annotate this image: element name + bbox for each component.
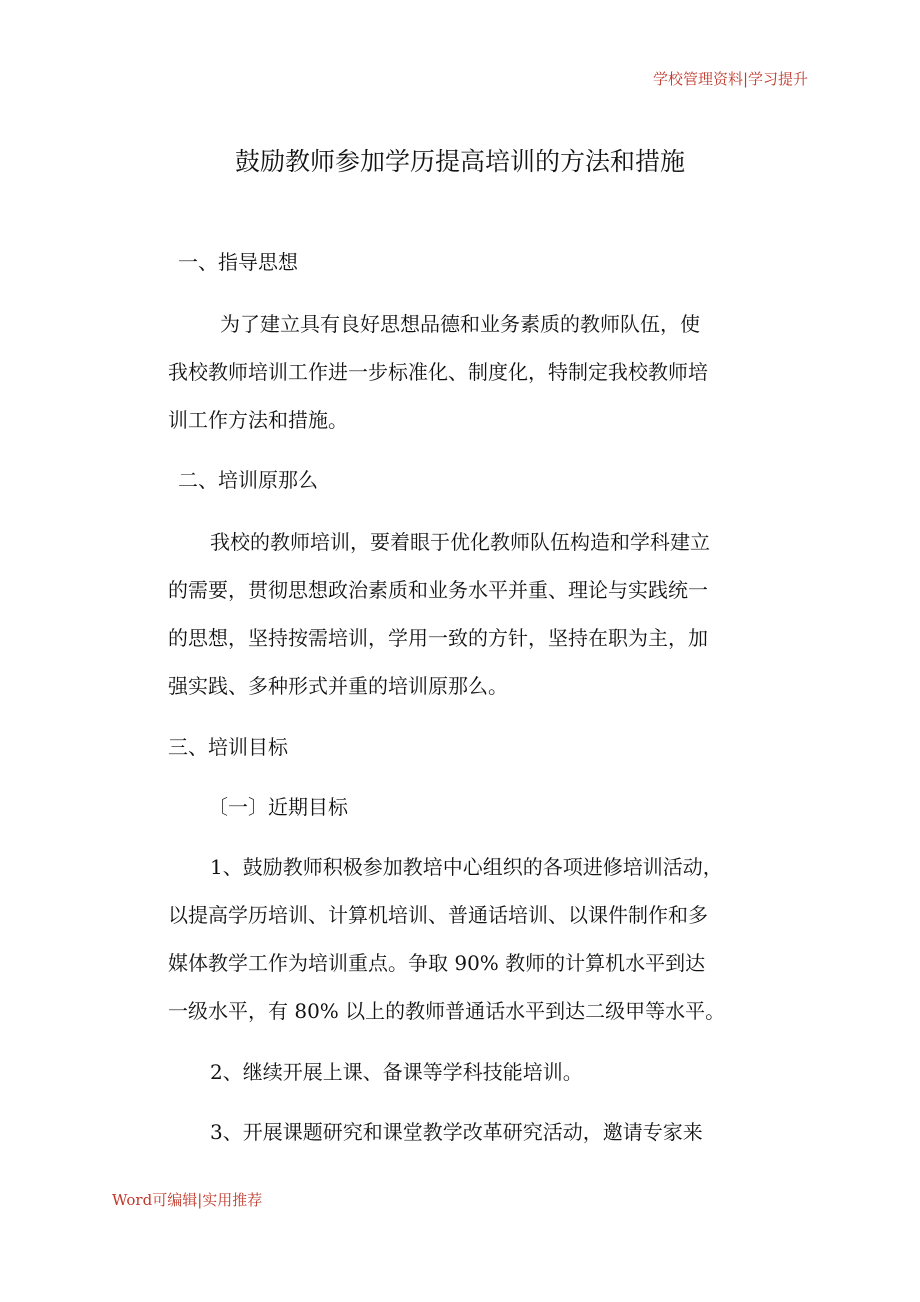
list-item-line: 一级水平，有 80% 以上的教师普通话水平到达二级甲等水平。 [168, 999, 726, 1023]
list-item-line: 3、开展课题研究和课堂教学改革研究活动，邀请专家来 [210, 1120, 703, 1144]
list-item-line: 1、鼓励教师积极参加教培中心组织的各项进修培训活动， [210, 855, 723, 879]
section-heading-guiding-thought: 一、指导思想 [178, 250, 298, 274]
paragraph-line: 的需要，贯彻思想政治素质和业务水平并重、理论与实践统一 [168, 578, 708, 602]
paragraph-line: 训工作方法和措施。 [168, 408, 348, 432]
paragraph-line: 我校教师培训工作进一步标准化、制度化，特制定我校教师培 [168, 360, 708, 384]
section-heading-training-principles: 二、培训原那么 [178, 468, 318, 492]
paragraph-line: 强实践、多种形式并重的培训原那么。 [168, 674, 508, 698]
header-tag: 学校管理资料|学习提升 [652, 70, 808, 88]
list-item-line: 媒体教学工作为培训重点。争取 90% 教师的计算机水平到达 [168, 951, 706, 975]
footer-tag: Word可编辑|实用推荐 [112, 1191, 263, 1209]
list-item-line: 以提高学历培训、计算机培训、普通话培训、以课件制作和多 [168, 903, 708, 927]
paragraph-line: 的思想，坚持按需培训，学用一致的方针，坚持在职为主，加 [168, 626, 708, 650]
list-item-line: 2、继续开展上课、备课等学科技能培训。 [210, 1060, 583, 1084]
subsection-heading-short-term: 〔一〕近期目标 [208, 795, 348, 819]
paragraph-line: 为了建立具有良好思想品德和业务素质的教师队伍，使 [220, 312, 700, 336]
section-heading-training-goals: 三、培训目标 [168, 735, 288, 759]
document-title: 鼓励教师参加学历提高培训的方法和措施 [234, 147, 685, 176]
paragraph-line: 我校的教师培训，要着眼于优化教师队伍构造和学科建立 [210, 530, 710, 554]
